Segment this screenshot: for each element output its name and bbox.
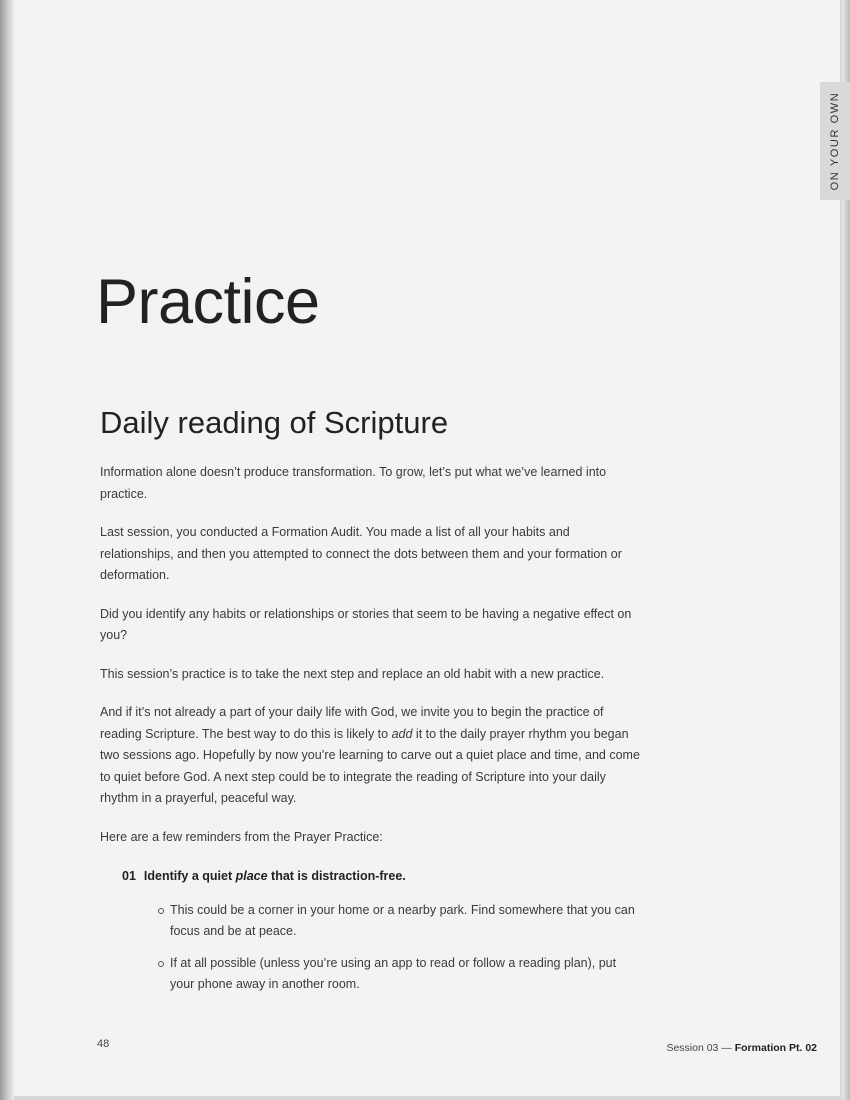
paragraph-text: it to the daily prayer rhythm you began two sessions ago. Hopefully by now you’re learning to carve out a quiet place and time, and come to quiet before God. A next step could be to integrate the reading of Scripture into your daily rhythm in a prayerful, peaceful way. — [100, 726, 640, 805]
body-text — [100, 462, 640, 1006]
section-heading: Daily reading of Scripture — [100, 405, 449, 440]
paragraph-text: And if it’s not already a part of your daily life with God, we invite you to begin the practice of reading Scripture. The best way to do this is likely to — [100, 705, 604, 741]
step-item — [122, 866, 640, 888]
page-gutter-shadow — [0, 0, 14, 1100]
paragraph: This session’s practice is to take the next step and replace an old habit with a new practice. — [100, 666, 605, 681]
paragraph: Did you identify any habits or relationships or stories that seem to be having a negative effect on you? — [100, 606, 632, 642]
paragraph: Information alone doesn’t produce transformation. To grow, let’s put what we’ve learned into practice. — [100, 465, 607, 501]
paragraph: Here are a few reminders from the Prayer Practice: — [100, 829, 383, 844]
step-text: Identify a quiet — [143, 869, 236, 883]
step-emphasis: place — [235, 869, 268, 883]
footer-session: Session 03 — — [666, 1042, 735, 1054]
bullet-item: If at all possible (unless you’re using an app to read or follow a reading plan), put your phone away in another room. — [158, 953, 640, 996]
footer-part: Formation Pt. 02 — [734, 1042, 817, 1054]
bullet-item: This could be a corner in your home or a nearby park. Find somewhere that you can focus and be at peace. — [158, 900, 640, 943]
side-tab — [820, 82, 850, 200]
paragraph: Last session, you conducted a Formation Audit. You made a list of all your habits and relationships, and then you attempted to connect the dots between them and your formation or deformation. — [100, 525, 622, 582]
page-number: 48 — [97, 1038, 110, 1050]
paragraph — [100, 702, 640, 810]
side-tab-label: ON YOUR OWN — [829, 91, 841, 191]
running-footer — [666, 1042, 817, 1054]
step-number: 01 — [122, 869, 136, 883]
page-title: Practice — [96, 267, 320, 337]
emphasis-text: add — [391, 726, 413, 741]
step-text: that is distraction-free. — [267, 869, 406, 883]
bullet-list — [158, 900, 640, 996]
